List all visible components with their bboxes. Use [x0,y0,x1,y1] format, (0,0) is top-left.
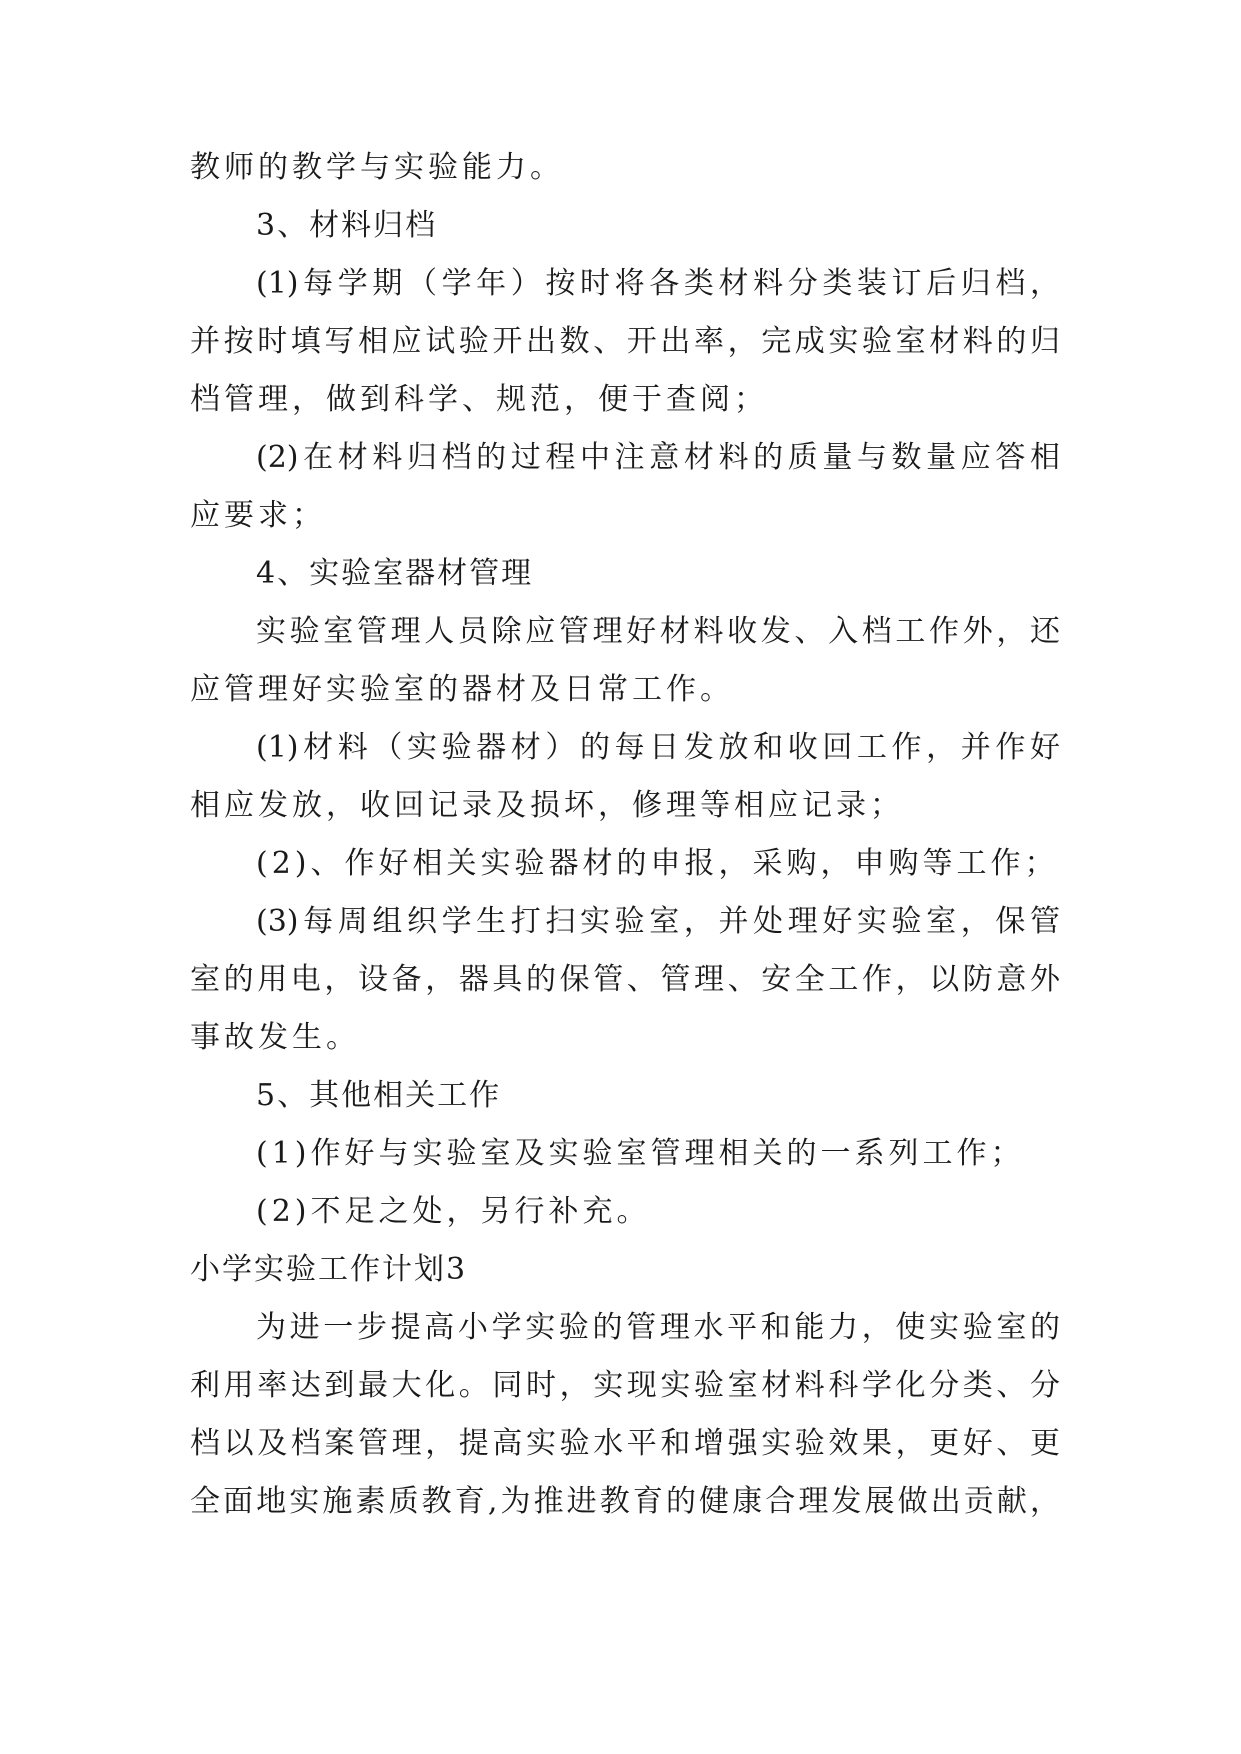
paragraph-line: 为进一步提高小学实验的管理水平和能力，使实验室的 [256,1310,1060,1345]
paragraph-line: (2)、作好相关实验器材的申报，采购，申购等工作； [256,846,1059,881]
paragraph-line: 室的用电，设备，器具的保管、管理、安全工作，以防意外 [190,962,1060,997]
paragraph-line: 并按时填写相应试验开出数、开出率，完成实验室材料的归 [190,324,1060,359]
section-heading: 3、材料归档 [256,208,438,243]
paragraph-line: 档以及档案管理，提高实验水平和增强实验效果，更好、更 [190,1426,1060,1461]
paragraph-line: 档管理，做到科学、规范，便于查阅； [190,382,768,417]
document-title: 小学实验工作计划3 [190,1252,468,1287]
paragraph-line: (3)每周组织学生打扫实验室，并处理好实验室，保管 [256,904,1060,939]
paragraph-line: 全面地实施素质教育,为推进教育的健康合理发展做出贡献， [190,1484,1060,1519]
section-heading: 4、实验室器材管理 [256,556,534,591]
paragraph-line: 利用率达到最大化。同时，实现实验室材料科学化分类、分 [190,1368,1060,1403]
paragraph-line: 相应发放，收回记录及损坏，修理等相应记录； [190,788,904,823]
paragraph-line: (1)作好与实验室及实验室管理相关的一系列工作； [256,1136,1025,1171]
section-heading: 5、其他相关工作 [256,1078,502,1113]
paragraph-line: (1)材料（实验器材）的每日发放和收回工作，并作好 [256,730,1060,765]
paragraph-line: 事故发生。 [190,1020,360,1055]
paragraph-line: (2)不足之处，另行补充。 [256,1194,651,1229]
paragraph-line: 实验室管理人员除应管理好材料收发、入档工作外，还 [256,614,1060,649]
paragraph-line: 应要求； [190,498,326,533]
paragraph-line: 应管理好实验室的器材及日常工作。 [190,672,734,707]
paragraph-line: (1)每学期（学年）按时将各类材料分类装订后归档， [256,266,1060,301]
paragraph-line: 教师的教学与实验能力。 [190,150,564,185]
paragraph-line: (2)在材料归档的过程中注意材料的质量与数量应答相 [256,440,1060,475]
